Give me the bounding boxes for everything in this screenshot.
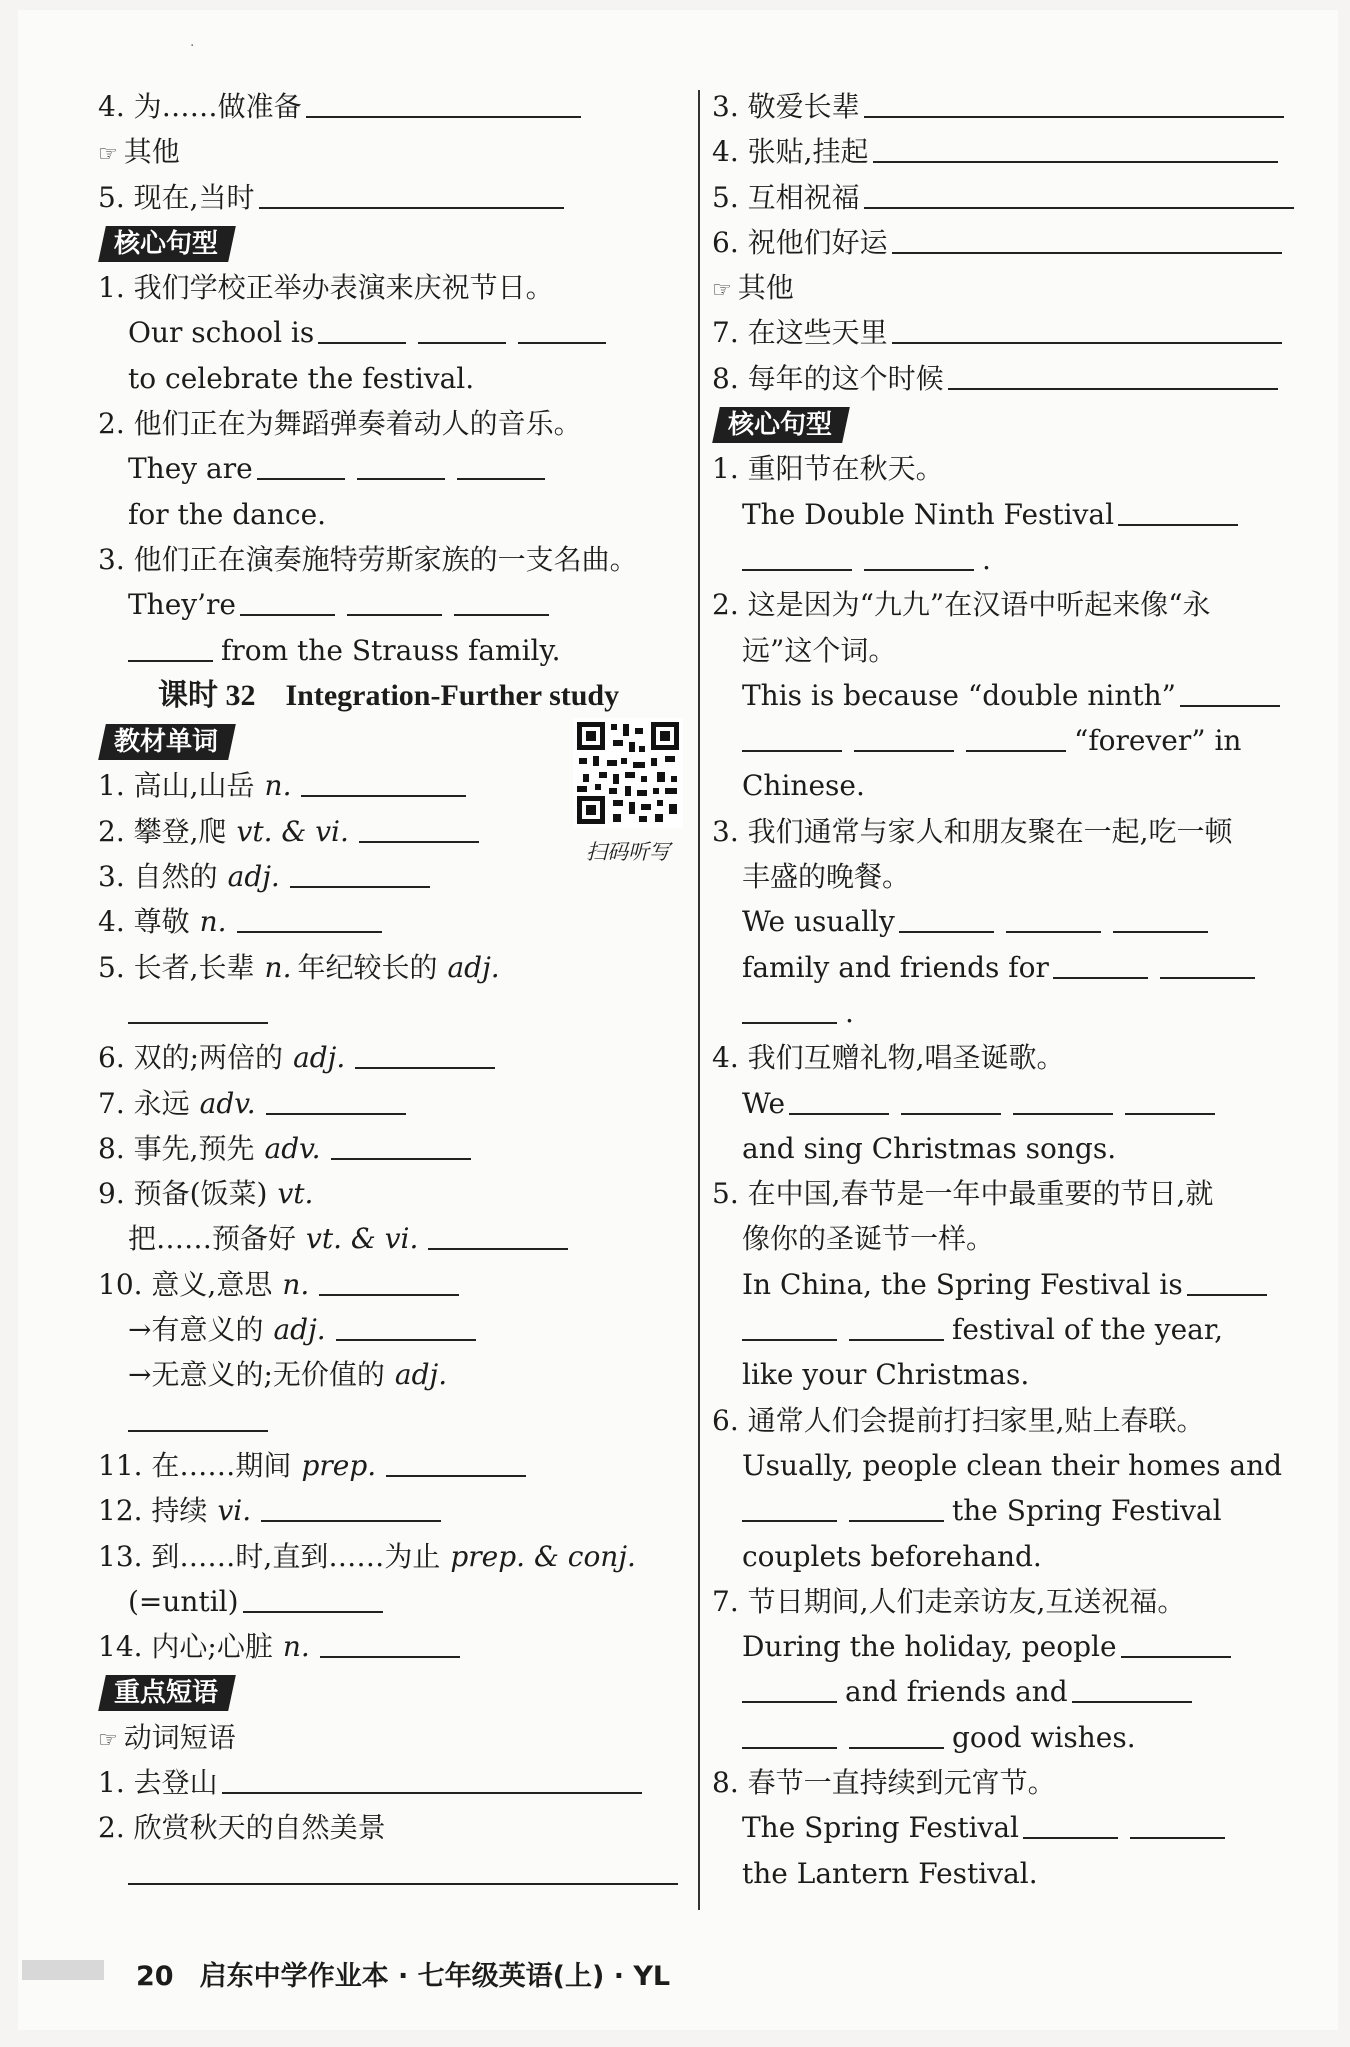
answer-blank[interactable] [355, 1035, 495, 1069]
answer-blank[interactable] [518, 310, 606, 344]
sentence-en: couplets beforehand. [742, 1539, 1042, 1573]
sentence-cn: 3. 我们通常与家人和朋友聚在一起,吃一顿 [712, 814, 1233, 848]
answer-blank[interactable] [948, 356, 1278, 390]
section-header: 重点短语 [98, 1669, 683, 1714]
answer-blank[interactable] [901, 1081, 1001, 1115]
answer-blank[interactable] [849, 1307, 944, 1341]
sentence-cn: 1. 我们学校正举办表演来庆祝节日。 [98, 271, 554, 305]
answer-blank[interactable] [1072, 1669, 1192, 1703]
sentence-en: We usually [712, 899, 1302, 944]
answer-blank[interactable] [320, 1624, 460, 1658]
answer-blank[interactable] [864, 175, 1294, 209]
sentence-cn: 丰盛的晚餐。 [742, 860, 911, 894]
sentence-en: to celebrate the festival. [128, 361, 475, 395]
answer-blank[interactable] [742, 718, 842, 752]
sentence-en: festival of the year, [712, 1307, 1302, 1352]
sentence-en: Chinese. [742, 769, 865, 803]
right-column [712, 84, 1302, 1896]
answer-blank[interactable] [1180, 673, 1280, 707]
answer-blank[interactable] [742, 537, 852, 571]
answer-blank[interactable] [892, 310, 1282, 344]
vocab-item: 5. 现在,当时 [98, 175, 683, 220]
sentence-en: The Double Ninth Festival [712, 492, 1302, 537]
answer-blank[interactable] [1130, 1805, 1225, 1839]
answer-blank[interactable] [1125, 1081, 1215, 1115]
phrase-item: 6. 祝他们好运 [712, 220, 1302, 265]
answer-blank[interactable] [347, 582, 442, 616]
answer-blank[interactable] [428, 1216, 568, 1250]
vocab-item: 8. 事先,预先 adv. [98, 1126, 683, 1171]
vocab-item: 13. 到……时,直到……为止 prep. & conj. [98, 1539, 636, 1573]
vocab-item: 2. 攀登,爬 vt. & vi. [98, 809, 683, 854]
sentence-en: good wishes. [712, 1715, 1302, 1760]
sentence-en: like your Christmas. [742, 1358, 1030, 1392]
answer-blank[interactable] [1053, 945, 1148, 979]
answer-blank[interactable] [306, 84, 581, 118]
sentence-en: “forever” in [712, 718, 1302, 763]
vocab-item: 11. 在……期间 prep. [98, 1443, 683, 1488]
answer-blank[interactable] [864, 84, 1284, 118]
vocab-item: 5. 长者,长辈 n. 年纪较长的 adj. [98, 950, 500, 984]
answer-blank[interactable] [1023, 1805, 1118, 1839]
page-footer [136, 1954, 670, 1993]
other-label: ☞ 其他 [712, 271, 794, 305]
sentence-en: and friends and [712, 1669, 1302, 1714]
sentence-cn: 远”这个词。 [742, 633, 897, 667]
answer-blank[interactable] [899, 899, 994, 933]
vocab-item: 1. 高山,山岳 n. [98, 763, 683, 808]
sentence-en: from the Strauss family. [98, 628, 683, 673]
vocab-item [98, 1398, 683, 1443]
answer-blank[interactable] [1121, 1624, 1231, 1658]
other-label: ☞ 其他 [98, 135, 180, 169]
section-header: 教材单词 [98, 718, 683, 763]
vocab-item: 9. 预备(饭菜) vt. [98, 1177, 314, 1211]
pointing-hand-icon: ☞ [712, 278, 732, 304]
answer-blank[interactable] [849, 1715, 944, 1749]
sentence-en: . [712, 990, 1302, 1035]
answer-blank[interactable] [849, 1488, 944, 1522]
answer-blank[interactable] [892, 220, 1282, 254]
vocab-item: 3. 自然的 adj. [98, 854, 683, 899]
sentence-en: Our school is [98, 310, 683, 355]
column-divider [698, 90, 700, 1910]
sentence-en: They are [98, 446, 683, 491]
answer-blank[interactable] [742, 1669, 837, 1703]
sentence-en: . [712, 537, 1302, 582]
top-mark: · [190, 38, 195, 54]
section-header: 核心句型 [98, 220, 683, 265]
answer-blank[interactable] [128, 990, 268, 1024]
pointing-hand-icon: ☞ [98, 142, 118, 168]
vocab-item: 10. 意义,意思 n. [98, 1262, 683, 1307]
sentence-en: They’re [98, 582, 683, 627]
sentence-cn: 4. 我们互赠礼物,唱圣诞歌。 [712, 1041, 1065, 1075]
answer-blank[interactable] [457, 446, 545, 480]
phrase-item: 5. 互相祝福 [712, 175, 1302, 220]
sentence-en: and sing Christmas songs. [742, 1131, 1117, 1165]
answer-blank[interactable] [359, 809, 479, 843]
vocab-item: 7. 永远 adv. [98, 1081, 683, 1126]
sentence-cn: 8. 春节一直持续到元宵节。 [712, 1765, 1056, 1799]
page-number: 20 [136, 1961, 174, 1992]
sentence-en: During the holiday, people [712, 1624, 1302, 1669]
answer-blank[interactable] [319, 1262, 459, 1296]
answer-blank[interactable] [742, 1715, 837, 1749]
vocab-item: 把……预备好 vt. & vi. [98, 1216, 683, 1261]
sentence-cn: 1. 重阳节在秋天。 [712, 452, 944, 486]
phrase-item: 4. 张贴,挂起 [712, 129, 1302, 174]
vocab-item: 4. 尊敬 n. [98, 899, 683, 944]
answer-blank[interactable] [128, 1851, 678, 1885]
sentence-cn: 2. 这是因为“九九”在汉语中听起来像“永 [712, 588, 1211, 622]
answer-blank[interactable] [854, 718, 954, 752]
sentence-cn: 5. 在中国,春节是一年中最重要的节日,就 [712, 1177, 1214, 1211]
vocab-item: 4. 为……做准备 [98, 84, 683, 129]
answer-blank[interactable] [1187, 1262, 1267, 1296]
answer-blank[interactable] [222, 1760, 642, 1794]
sentence-en: In China, the Spring Festival is [712, 1262, 1302, 1307]
sentence-en: The Spring Festival [712, 1805, 1302, 1850]
phrase-item: 8. 每年的这个时候 [712, 356, 1302, 401]
answer-blank[interactable] [336, 1307, 476, 1341]
answer-blank[interactable] [742, 1307, 837, 1341]
sentence-en: family and friends for [712, 945, 1302, 990]
vocab-item: (=until) [98, 1579, 683, 1624]
phrase-item: 3. 敬爱长辈 [712, 84, 1302, 129]
answer-blank[interactable] [357, 446, 445, 480]
answer-blank[interactable] [259, 175, 564, 209]
answer-blank[interactable] [418, 310, 506, 344]
phrase-item: 1. 去登山 [98, 1760, 683, 1805]
answer-blank[interactable] [864, 537, 974, 571]
answer-blank[interactable] [386, 1443, 526, 1477]
vocab-item: 14. 内心;心脏 n. [98, 1624, 683, 1669]
answer-blank[interactable] [1013, 1081, 1113, 1115]
footer-bar [22, 1960, 104, 1980]
answer-blank[interactable] [240, 582, 335, 616]
footer-title: 启东中学作业本 · 七年级英语(上) · YL [199, 1961, 671, 1992]
vocab-block [98, 718, 683, 1669]
sentence-en: We [712, 1081, 1302, 1126]
answer-blank[interactable] [261, 1488, 441, 1522]
vocab-item: 12. 持续 vi. [98, 1488, 683, 1533]
section-header: 核心句型 [712, 401, 1302, 446]
sentence-cn: 2. 他们正在为舞蹈弹奏着动人的音乐。 [98, 407, 582, 441]
answer-blank[interactable] [873, 129, 1278, 163]
answer-blank[interactable] [301, 763, 466, 797]
answer-blank[interactable] [237, 899, 382, 933]
phrase-item [98, 1851, 683, 1896]
sentence-cn: 7. 节日期间,人们走亲访友,互送祝福。 [712, 1584, 1186, 1618]
answer-blank[interactable] [789, 1081, 889, 1115]
phrase-item: 2. 欣赏秋天的自然美景 [98, 1811, 386, 1845]
answer-blank[interactable] [266, 1081, 406, 1115]
vocab-item: →无意义的;无价值的 adj. [128, 1358, 448, 1392]
answer-blank[interactable] [1160, 945, 1255, 979]
answer-blank[interactable] [966, 718, 1066, 752]
answer-blank[interactable] [243, 1579, 383, 1613]
answer-blank[interactable] [331, 1126, 471, 1160]
sentence-cn: 3. 他们正在演奏施特劳斯家族的一支名曲。 [98, 542, 638, 576]
answer-blank[interactable] [1006, 899, 1101, 933]
answer-blank[interactable] [128, 1398, 268, 1432]
qr-caption: 扫码听写 [586, 840, 670, 865]
sentence-en: Usually, people clean their homes and [742, 1448, 1283, 1482]
sentence-en: This is because “double ninth” [712, 673, 1302, 718]
left-column [98, 84, 683, 1896]
answer-blank[interactable] [128, 628, 213, 662]
answer-blank[interactable] [257, 446, 345, 480]
answer-blank[interactable] [318, 310, 406, 344]
answer-blank[interactable] [742, 990, 837, 1024]
sentence-en: for the dance. [128, 497, 327, 531]
sentence-cn: 6. 通常人们会提前打扫家里,贴上春联。 [712, 1403, 1205, 1437]
sentence-en: the Spring Festival [712, 1488, 1302, 1533]
vocab-item: →有意义的 adj. [98, 1307, 683, 1352]
lesson-title: 课时 32 Integration-Further study [158, 678, 620, 712]
sentence-cn: 像你的圣诞节一样。 [742, 1222, 995, 1256]
vocab-item: 6. 双的;两倍的 adj. [98, 1035, 683, 1080]
verb-phrase-label: ☞ 动词短语 [98, 1720, 236, 1754]
vocab-item [98, 990, 683, 1035]
answer-blank[interactable] [1113, 899, 1208, 933]
answer-blank[interactable] [1118, 492, 1238, 526]
pointing-hand-icon: ☞ [98, 1727, 118, 1753]
phrase-item: 7. 在这些天里 [712, 310, 1302, 355]
answer-blank[interactable] [290, 854, 430, 888]
sentence-en: the Lantern Festival. [742, 1856, 1038, 1890]
answer-blank[interactable] [742, 1488, 837, 1522]
answer-blank[interactable] [454, 582, 549, 616]
